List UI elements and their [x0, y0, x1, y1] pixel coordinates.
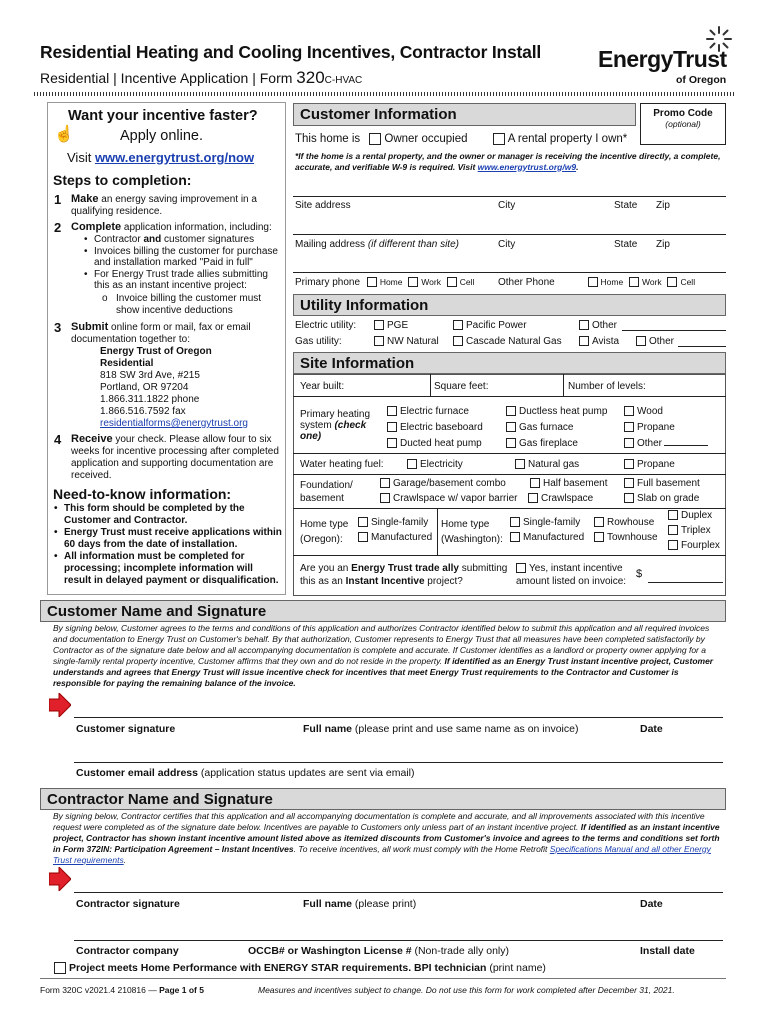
wa-manufactured-checkbox[interactable] [510, 532, 520, 542]
option-label: Other [637, 438, 663, 449]
divider [293, 453, 726, 454]
divider [293, 396, 726, 397]
wa-townhouse [594, 532, 658, 543]
terms-text: . To receive incentives, all work must comply with the Home Retrofit [293, 844, 550, 854]
crawl-checkbox[interactable] [528, 493, 538, 503]
step2-b1b: customer signatures [161, 234, 255, 245]
customer-email-label [76, 767, 415, 779]
pge-checkbox[interactable] [374, 320, 384, 330]
option-label: Single-family [523, 517, 581, 528]
form-version [40, 985, 204, 995]
divider [563, 374, 564, 396]
mailing-address-line [293, 234, 726, 235]
primary-phone-row [295, 277, 474, 288]
step2-text [71, 221, 281, 233]
visit-line [67, 150, 254, 165]
option-label: Electric furnace [400, 406, 469, 417]
utility-info-header: Utility Information [293, 294, 726, 316]
option-label: Half basement [543, 478, 608, 489]
contractor-company-label: Contractor company [76, 945, 179, 957]
pacific-option [453, 320, 527, 331]
step4-body: your check. Please allow four to six weeks for incentive processing after completed application and supporting documentation are received. [71, 434, 279, 481]
list-item: • This form should be completed by the Customer and Contractor. [54, 503, 282, 527]
electric-furnace-checkbox[interactable] [387, 406, 397, 416]
license-label [248, 945, 509, 957]
step4-number: 4 [54, 432, 62, 447]
addr-line: Energy Trust of Oregon [100, 346, 212, 357]
wa-duplex [668, 510, 712, 521]
yes-instant-checkbox[interactable] [516, 563, 526, 573]
other-label: Other [592, 320, 618, 331]
terms-bold: If identified as an instant incentive project, Contractor has shown instant incentive amount listed above as itemized discounts from Customer's invoice and agrees to the terms and conditions set forth in Form 372IN: Participation Agreement – Instant Incentives [53, 822, 720, 854]
page-title: Residential Heating and Cooling Incentives, Contractor Install [40, 42, 542, 62]
visit-prefix: Visit [67, 150, 95, 165]
cell-label: Cell [680, 277, 696, 287]
city-label: City [498, 239, 516, 250]
ductless-hp-checkbox[interactable] [506, 406, 516, 416]
addr-line: Portland, OR 97204 [100, 382, 189, 393]
terms-text: By signing below, Customer agrees to the terms and conditions of this application and authorizes Contractor identified below to submit this application and all required invoices and documentation to Energy Trust on Customer's behalf. By that authorization, Customer represents to Energy Trust that all measures have been completed satisfactorily by Contractor as of the signature date below and all accompanying documentation is complete and accurate. If Customer identifies as a landlord or property owner applying for a single-family rental property incentive, Customer affirms that they own and do not reside in the property. [53, 623, 710, 666]
w9-link[interactable]: www.energytrust.org/w9 [477, 161, 577, 172]
townhouse-checkbox[interactable] [594, 532, 604, 542]
state-label: State [614, 239, 638, 250]
option-label: Natural gas [528, 459, 580, 470]
option-label: Manufactured [371, 532, 433, 543]
option-label: Gas furnace [519, 422, 574, 433]
electric-baseboard-checkbox[interactable] [387, 422, 397, 432]
option-label: Duplex [681, 510, 713, 521]
option-label: Wood [637, 406, 663, 417]
step2-bold: Complete [71, 221, 122, 233]
heating-option [506, 404, 607, 420]
zip-label: Zip [656, 239, 670, 250]
heating-col3 [624, 404, 708, 452]
half-basement-option [530, 478, 607, 489]
option-label: Manufactured [523, 532, 585, 543]
specs-manual-link[interactable]: Specifications Manual and all other Energy Trust requirements [53, 844, 711, 865]
sqft-label: Square feet: [434, 381, 489, 392]
year-built-label: Year built: [300, 381, 345, 392]
gas-other-line [678, 346, 726, 347]
option-label: Gas fireplace [519, 438, 578, 449]
home-is-row [295, 133, 627, 145]
foundation-label: Foundation/ basement [300, 480, 353, 504]
electric-other-checkbox[interactable] [579, 320, 589, 330]
customer-terms [53, 623, 723, 689]
primary-heating-label [300, 409, 378, 442]
heating-col2 [506, 404, 607, 452]
email-link[interactable]: residentialforms@energytrust.org [100, 418, 248, 429]
work-label: Work [421, 277, 441, 287]
heating-option [506, 420, 607, 436]
pacific-label: Pacific Power [466, 320, 527, 331]
promo-optional: (optional) [665, 119, 701, 129]
q-part: project? [424, 576, 463, 587]
or-manufactured [358, 532, 432, 543]
hp-label: Project meets Home Performance with ENERGY STAR requirements. BPI technician [69, 962, 487, 974]
list-item: • For Energy Trust trade allies submitting this as an instant incentive project: [84, 269, 282, 292]
terms-text: By signing below, Contractor certifies that this application and all accompanying documentation is complete and accurate, and all improvements associated with this incentive request were completed as of the signature date below. Incentives are payable to Customers only unless part of an instant incentive project. [53, 811, 705, 832]
step1-number: 1 [54, 192, 62, 207]
customer-signature-label: Customer signature [76, 723, 176, 735]
step2-sub-item [102, 293, 281, 316]
crawl-option [528, 493, 593, 504]
fullname-note: (please print) [352, 898, 417, 910]
propane-checkbox[interactable] [624, 422, 634, 432]
triplex-checkbox[interactable] [668, 525, 678, 535]
addr-line: Residential [100, 358, 154, 369]
list-item: • Invoices billing the customer for purchase and installation marked "Paid in full" [84, 246, 282, 269]
q-part: Are you an [300, 563, 352, 574]
step2-b1a: Contractor [94, 234, 144, 245]
steps-title: Steps to completion: [53, 172, 192, 188]
heating-other-checkbox[interactable] [624, 438, 634, 448]
owner-checkbox[interactable] [369, 133, 381, 145]
page-number: Page 1 of 5 [159, 985, 204, 995]
instant-amount-field[interactable] [648, 582, 723, 583]
customer-info-header: Customer Information [293, 103, 636, 126]
cell-label: Cell [459, 277, 475, 287]
fourplex-checkbox[interactable] [668, 540, 678, 550]
step2-number: 2 [54, 220, 62, 235]
site-address-label: Site address [295, 200, 351, 211]
page-subtitle [40, 68, 362, 88]
home-phone-checkbox[interactable] [367, 277, 377, 287]
contractor-date-label: Date [640, 898, 663, 910]
option-label: Rowhouse [607, 517, 655, 528]
gas-other-option [636, 336, 674, 347]
red-arrow-icon [49, 867, 71, 891]
or-manufactured-checkbox[interactable] [358, 532, 368, 542]
electric-utility-label: Electric utility: [295, 320, 357, 331]
option-label: Slab on grade [637, 493, 700, 504]
city-label: City [498, 200, 516, 211]
garage-combo-checkbox[interactable] [380, 478, 390, 488]
footer-disclaimer: Measures and incentives subject to change. Do not use this form for work completed after December 31, 2021. [258, 985, 675, 995]
list-item: • All information must be completed for processing; incomplete information will result in delayed payment or disqualification. [54, 551, 282, 587]
pge-option [374, 320, 408, 331]
form-version-text: Form 320C v2021.4 210816 — [40, 985, 160, 995]
step2-b1and: and [143, 234, 162, 245]
levels-label: Number of levels: [568, 381, 646, 392]
customer-date-label: Date [640, 723, 663, 735]
home-type-or-label: Home type (Oregon): [300, 519, 349, 545]
water-gas-checkbox[interactable] [515, 459, 525, 469]
electric-other-option [579, 320, 617, 331]
avista-checkbox[interactable] [579, 336, 589, 346]
full-basement-checkbox[interactable] [624, 478, 634, 488]
customer-fullname-label [303, 723, 578, 735]
rental-label: A rental property I own* [507, 133, 628, 146]
option-label: Garage/basement combo [393, 478, 506, 489]
fullname-note: (please print and use same name as on invoice) [352, 723, 579, 735]
gas-utility-label: Gas utility: [295, 336, 342, 347]
hp-energy-star-checkbox[interactable] [54, 962, 66, 974]
option-label: Electric baseboard [400, 422, 483, 433]
other-label: Other [649, 336, 675, 347]
step3-body: online form or mail, fax or email documentation together to: [71, 322, 251, 345]
work-label: Work [641, 277, 662, 287]
option-label: Fourplex [681, 540, 720, 551]
contractor-fullname-label [303, 898, 416, 910]
form-suffix: C-HVAC [324, 75, 363, 86]
pacific-checkbox[interactable] [453, 320, 463, 330]
or-single-family-checkbox[interactable] [358, 517, 368, 527]
mailing-address-block [100, 346, 248, 430]
divider [430, 374, 431, 396]
dollar-sign: $ [636, 568, 643, 580]
or-single-family [358, 517, 428, 528]
option-label: Propane [637, 459, 675, 470]
email-bold: Customer email address [76, 767, 198, 779]
footer-divider [40, 978, 726, 979]
need-to-know-title: Need-to-know information: [53, 486, 232, 502]
terms-end: . [123, 855, 127, 865]
apply-online-link[interactable]: www.energytrust.org/now [94, 150, 255, 165]
step2-body: application information, including: [121, 222, 272, 233]
phone-line [293, 272, 726, 273]
heating-option [624, 420, 708, 436]
nw-label: NW Natural [387, 336, 439, 347]
cascade-checkbox[interactable] [453, 336, 463, 346]
option-label: Single-family [371, 517, 429, 528]
wa-single-family [510, 517, 580, 528]
hand-pointer-icon: ☝ [54, 126, 74, 143]
nw-checkbox[interactable] [374, 336, 384, 346]
customer-sig-header: Customer Name and Signature [40, 600, 726, 622]
heating-option [387, 436, 483, 452]
fullname-bold: Full name [303, 723, 353, 735]
step1-body: an energy saving improvement in a qualifying residence. [71, 194, 257, 217]
home-is-label: This home is [295, 133, 361, 146]
addr-line: 1.866.516.7592 fax [100, 406, 186, 417]
q-part: submitting this as an [300, 563, 508, 587]
site-info-header: Site Information [293, 352, 726, 374]
option-label: Crawlspace [541, 493, 594, 504]
wa-single-family-checkbox[interactable] [510, 517, 520, 527]
slab-option [624, 493, 699, 504]
list-item [84, 234, 282, 246]
divider [293, 555, 726, 556]
list-item: • Energy Trust must receive applications within 60 days from the date of installation. [54, 527, 282, 551]
full-basement-option [624, 478, 700, 489]
apply-online: Apply online. [120, 128, 204, 144]
step2-sub-text: Invoice billing the customer must show incentive deductions [116, 293, 262, 316]
water-propane-checkbox[interactable] [624, 459, 634, 469]
step1-text [71, 193, 281, 218]
step3-bold: Submit [71, 321, 109, 333]
logo-text: EnergyTrust [598, 46, 727, 72]
heating-label-text: Primary heating system [300, 409, 371, 431]
water-heating-label: Water heating fuel: [300, 459, 384, 470]
other-home-checkbox[interactable] [588, 277, 598, 287]
slab-checkbox[interactable] [624, 493, 634, 503]
electric-other-line [622, 330, 726, 331]
owner-label: Owner occupied [384, 133, 468, 146]
fullname-bold: Full name [303, 898, 353, 910]
divider [293, 508, 726, 509]
gas-fireplace-checkbox[interactable] [506, 438, 516, 448]
heating-col1 [387, 404, 483, 452]
crawl-vb-option [380, 493, 518, 504]
customer-email-line[interactable] [74, 762, 723, 763]
hp-row [54, 962, 546, 974]
subtitle-prefix: Residential | Incentive Application | Form [40, 70, 297, 86]
other-cell-checkbox[interactable] [667, 277, 677, 287]
mailing-address-label [295, 239, 459, 250]
yes-instant-option [516, 562, 636, 588]
faster-title: Want your incentive faster? [68, 108, 258, 124]
half-basement-checkbox[interactable] [530, 478, 540, 488]
wood-checkbox[interactable] [624, 406, 634, 416]
duplex-checkbox[interactable] [668, 510, 678, 520]
license-bold: OCCB# or Washington License # [248, 945, 412, 957]
step3-number: 3 [54, 320, 62, 335]
state-label: State [614, 200, 638, 211]
wa-triplex [668, 525, 711, 536]
foundation-row1 [380, 478, 506, 489]
header-divider [34, 92, 736, 96]
contractor-signature-line[interactable] [74, 892, 723, 893]
zip-label: Zip [656, 200, 670, 211]
site-address-line [293, 196, 726, 197]
heating-option [624, 436, 708, 452]
sub-bullet: o [102, 293, 108, 304]
rental-note: *If the home is a rental property, and the owner or manager is receiving the incentive directly, a complete, accurate, and verifiable W-9 is required. Visit www.energytrust.org/w9. [295, 151, 721, 172]
license-note: (Non-trade ally only) [411, 945, 510, 957]
avista-label: Avista [592, 336, 620, 347]
other-fill-line [664, 445, 708, 446]
step2-list [84, 234, 282, 292]
divider [437, 508, 438, 555]
rental-checkbox[interactable] [493, 133, 505, 145]
logo-subtext: of Oregon [676, 74, 727, 86]
water-electricity-checkbox[interactable] [407, 459, 417, 469]
check-one: (check one) [300, 420, 367, 442]
wa-fourplex [668, 540, 720, 551]
heating-option [506, 436, 607, 452]
option-label: Triplex [681, 525, 711, 536]
wa-rowhouse [594, 517, 654, 528]
heating-option [387, 420, 483, 436]
heating-option [387, 404, 483, 420]
home-type-wa-label: Home type (Washington): [441, 519, 503, 545]
cascade-label: Cascade Natural Gas [466, 336, 562, 347]
cell-phone-checkbox[interactable] [447, 277, 457, 287]
contractor-signature-label: Contractor signature [76, 898, 180, 910]
addr-line: 1.866.311.1822 phone [100, 394, 200, 405]
step3-text [71, 321, 271, 346]
red-arrow-icon [49, 693, 71, 717]
step4-text [71, 433, 281, 482]
option-label: Yes, instant incentive amount listed on invoice: [516, 563, 627, 587]
nw-option [374, 336, 439, 347]
water-propane-option [624, 459, 675, 470]
primary-phone-label: Primary phone [295, 277, 361, 288]
q-part: Instant Incentive [345, 576, 425, 587]
option-label: Townhouse [607, 532, 658, 543]
customer-signature-line[interactable] [74, 717, 723, 718]
option-label: Electricity [420, 459, 463, 470]
promo-label: Promo Code [653, 108, 713, 119]
gas-other-checkbox[interactable] [636, 336, 646, 346]
option-label: Ducted heat pump [400, 438, 482, 449]
work-phone-checkbox[interactable] [408, 277, 418, 287]
energy-trust-logo [598, 24, 733, 88]
option-label: Crawlspace w/ vapor barrier [393, 493, 518, 504]
promo-code-field[interactable] [640, 103, 726, 145]
addr-line: 818 SW 3rd Ave, #215 [100, 370, 200, 381]
option-label: Full basement [637, 478, 700, 489]
home-label: Home [600, 277, 624, 287]
other-phone-row [498, 277, 695, 288]
install-date-label: Install date [640, 945, 695, 957]
wa-manufactured [510, 532, 584, 543]
divider [293, 474, 726, 475]
other-work-checkbox[interactable] [629, 277, 639, 287]
option-label: Propane [637, 422, 675, 433]
option-label: Ductless heat pump [519, 406, 608, 417]
contractor-sig-header: Contractor Name and Signature [40, 788, 726, 810]
ducted-hp-checkbox[interactable] [387, 438, 397, 448]
rental-note-text: *If the home is a rental property, and the owner or manager is receiving the incentive directly, a complete, accurate, and verifiable W-9 is required. Visit [295, 151, 721, 172]
home-label: Home [379, 277, 403, 287]
contractor-company-line[interactable] [74, 940, 723, 941]
form-number: 320 [296, 68, 325, 87]
crawl-vb-checkbox[interactable] [380, 493, 390, 503]
instant-question [300, 562, 515, 588]
mailing-label: Mailing address [295, 239, 366, 250]
email-note: (application status updates are sent via email) [197, 767, 415, 779]
pge-label: PGE [387, 320, 409, 331]
heating-option [624, 404, 708, 420]
mailing-note: (if different than site) [367, 239, 459, 250]
other-phone-label: Other Phone [498, 277, 555, 288]
step4-bold: Receive [71, 433, 113, 445]
water-gas-option [515, 459, 579, 470]
q-part: Energy Trust trade ally [351, 563, 459, 574]
rowhouse-checkbox[interactable] [594, 517, 604, 527]
terms-bold: If identified as an Energy Trust instant incentive project, Customer understands and agrees that Energy Trust will issue incentive check for incentives that meet Energy Trust requirements to the Contractor and Customer is responsible for paying the remaining balance of the invoice. [53, 656, 714, 688]
contractor-terms [53, 811, 723, 866]
cascade-option [453, 336, 562, 347]
hp-note: (print name) [486, 962, 546, 974]
water-electricity-option [407, 459, 463, 470]
step1-bold: Make [71, 193, 99, 205]
avista-option [579, 336, 619, 347]
gas-furnace-checkbox[interactable] [506, 422, 516, 432]
need-to-know-list [54, 503, 282, 587]
